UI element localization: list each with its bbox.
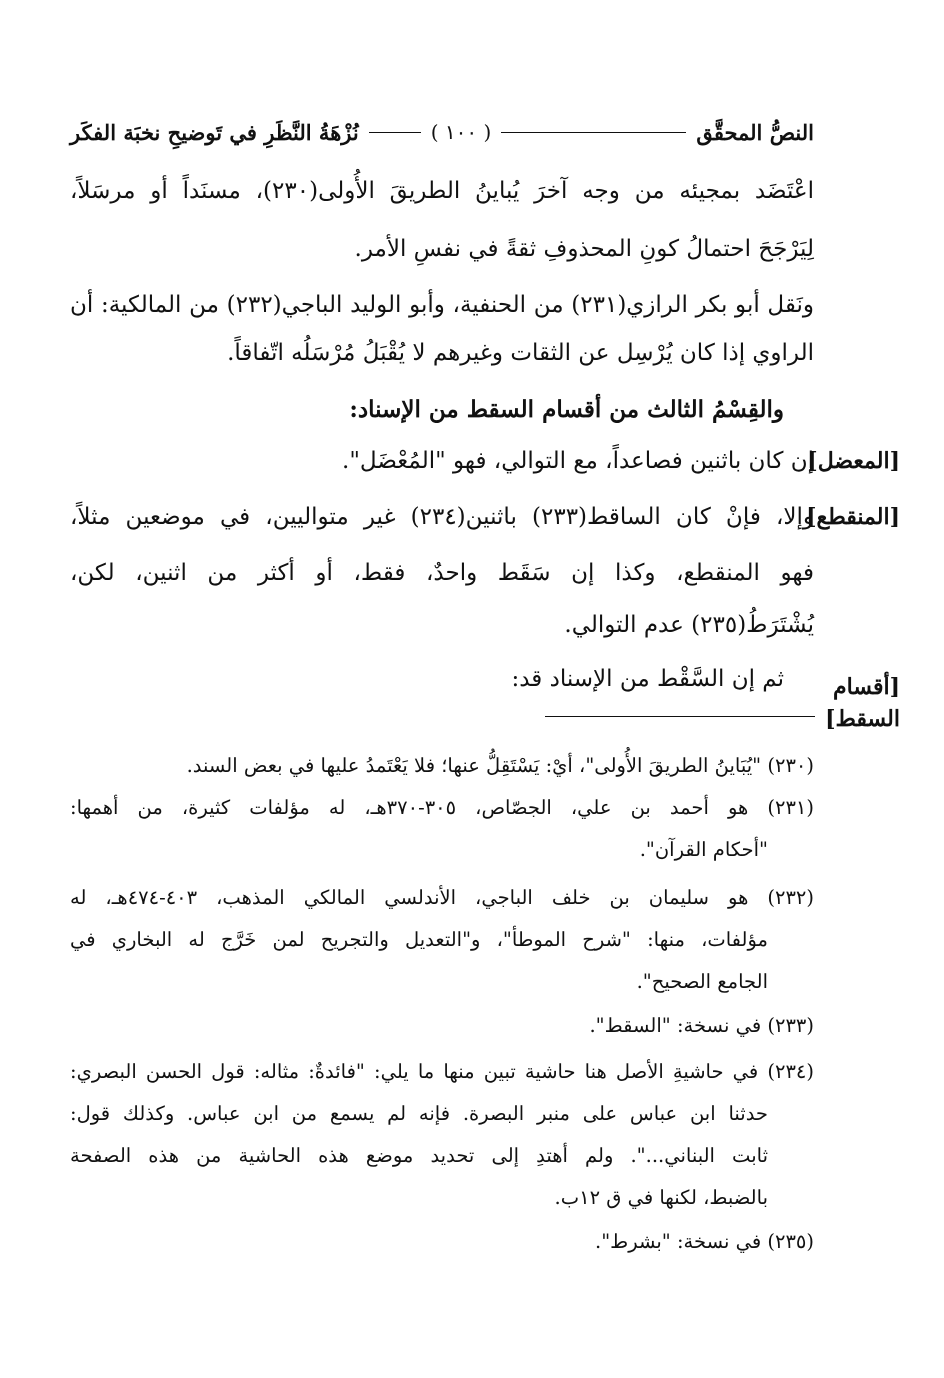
- footnote-235: (٢٣٥) في نسخة: "بشرط".: [595, 1230, 814, 1253]
- body-line-munqati-1: وإلا، فإنْ كان الساقط(٢٣٣) باثنين(٢٣٤) غير متواليين، في موضعين مثلاً،: [70, 504, 815, 530]
- side-label-aqsam-1: [أقسام: [833, 674, 900, 700]
- footnote-234-line-3: ثابت البناني...". ولم أهتدِ إلى تحديد موضع هذه الحاشية من هذه الصفحة: [70, 1144, 768, 1167]
- footnote-230: (٢٣٠) "يُبَاينُ الطريقَ الأُولى"، أيْ: يَسْتَقِلُّ عنها؛ فلا يَعْتَمدُ عليها في بعض السند.: [186, 754, 814, 777]
- body-line-munqati-3: يُشْتَرَطُ(٢٣٥) عدم التوالي.: [564, 612, 814, 638]
- page-number: ( ١٠٠ ): [430, 120, 492, 144]
- footnote-233: (٢٣٣) في نسخة: "السقط".: [589, 1014, 814, 1037]
- body-line-2: لِيَرْجَحَ احتمالُ كونِ المحذوفِ ثقةً في نفسِ الأمر.: [354, 236, 814, 262]
- body-line-mudal: إن كان باثنين فصاعداً، مع التوالي، فهو "المُعْضَل".: [342, 448, 814, 474]
- footnote-231-line-1: (٢٣١) هو أحمد بن علي، الجصّاص، ٣٠٥-٣٧٠هـ، له مؤلفات كثيرة، من أهمها:: [70, 796, 814, 819]
- section-heading: والقِسْمُ الثالث من أقسام السقط من الإسناد:: [349, 396, 784, 423]
- footnote-separator: [545, 716, 815, 717]
- body-line-munqati-2: فهو المنقطع، وكذا إن سَقَط واحدٌ، فقط، أو أكثر من اثنين، لكن،: [70, 560, 814, 586]
- side-label-aqsam-2: السقط]: [825, 706, 900, 732]
- side-label-mudal: [المعضل]: [807, 448, 900, 474]
- footnote-234-line-1: (٢٣٤) في حاشيةِ الأصل هنا حاشية تبين منها ما يلي: "فائدةٌ: مثاله: قول الحسن البصري:: [70, 1060, 814, 1083]
- footnote-234-line-4: بالضبط، لكنها في ق ١٢ب.: [554, 1186, 768, 1209]
- footnote-232-line-2: مؤلفات، منها: "شرح الموطأ"، و"التعديل والتجريح لمن خَرَّج له البخاري في: [70, 928, 768, 951]
- body-line-4: الراوي إذا كان يُرْسِل عن الثقات وغيرهم لا يُقْبَلُ مُرْسَلُه اتّفاقاً.: [227, 340, 814, 366]
- body-line-1: اعْتَضَد بمجيئه من وجه آخرَ يُباينُ الطريقَ الأُولى(٢٣٠)، مسنَداً أو مرسَلاً،: [70, 178, 815, 204]
- body-line-aqsam: ثم إن السَّقْط من الإسناد قد:: [511, 666, 784, 692]
- header-left-title: نُزْهَةُ النَّظَرِ في تَوضيحِ نخبَة الفكَر: [70, 119, 359, 145]
- header-rule-left: [369, 132, 421, 133]
- footnote-231-line-2: "أحكام القرآن".: [639, 838, 768, 861]
- header-right-title: النصُّ المحقَّق: [696, 119, 814, 145]
- body-line-3: ونَقل أبو بكر الرازي(٢٣١) من الحنفية، وأبو الوليد الباجي(٢٣٢) من المالكية: أن: [70, 292, 814, 318]
- side-label-munqati: [المنقطع]: [806, 504, 900, 530]
- header-rule-right: [501, 132, 686, 133]
- footnote-234-line-2: حدثنا ابن عباس على منبر البصرة. فإنه لم يسمع من ابن عباس. وكذلك قول:: [70, 1102, 768, 1125]
- running-header: [70, 112, 814, 152]
- footnote-232-line-3: الجامع الصحيح".: [636, 970, 768, 993]
- footnote-232-line-1: (٢٣٢) هو سليمان بن خلف الباجي، الأندلسي المالكي المذهب، ٤٠٣-٤٧٤هـ، له: [70, 886, 814, 909]
